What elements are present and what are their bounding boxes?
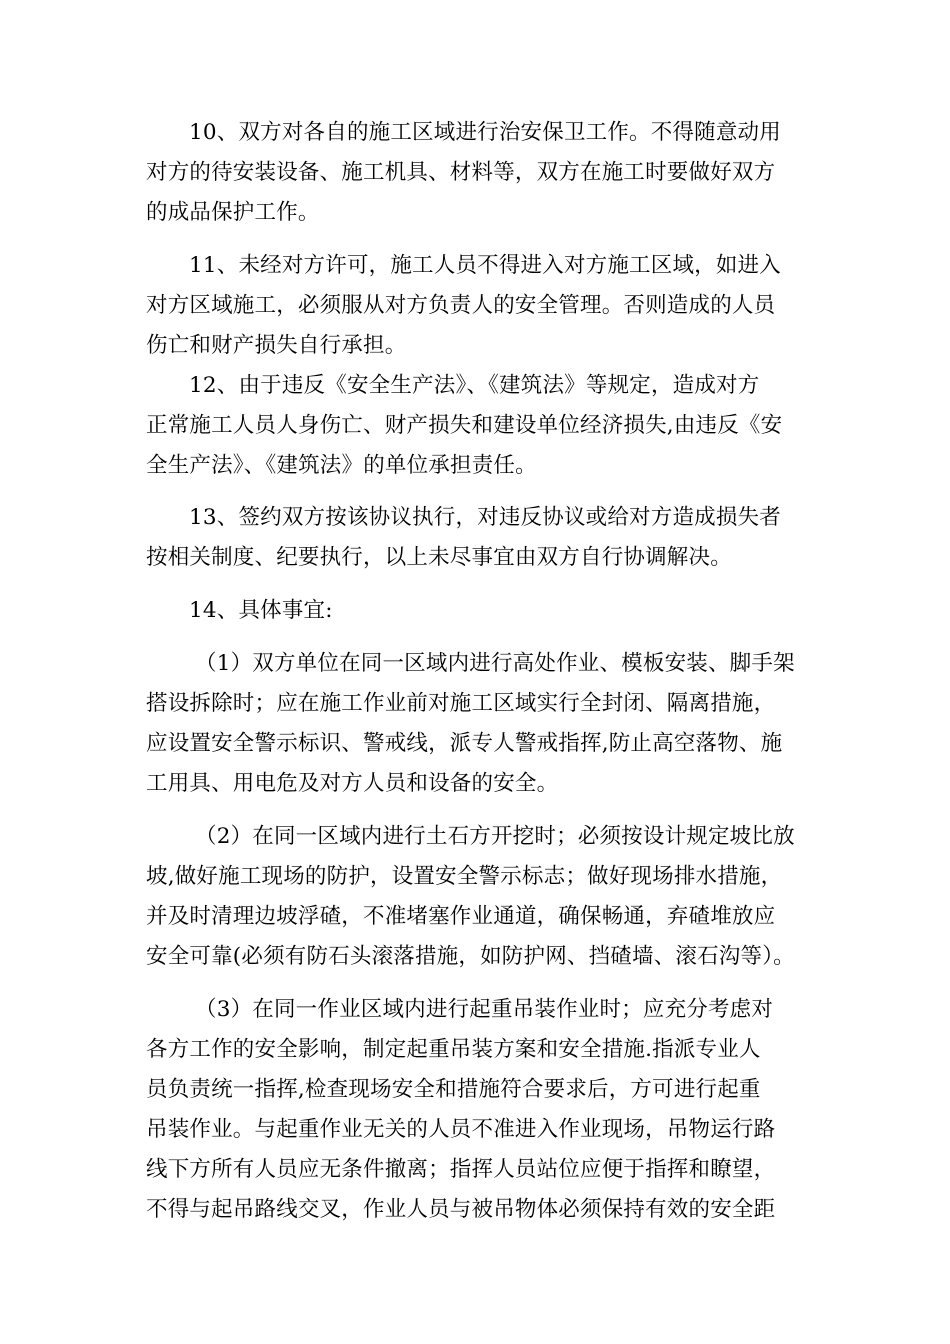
text-line: 线下方所有人员应无条件撤离；指挥人员站位应便于指挥和瞭望， <box>146 1157 776 1182</box>
text-line: 搭设拆除时；应在施工作业前对施工区域实行全封闭、隔离措施， <box>146 691 776 716</box>
text-line: 正常施工人员人身伤亡、财产损失和建设单位经济损失,由违反《安 <box>146 413 783 438</box>
text-line: 全生产法》、《建筑法》的单位承担责任。 <box>146 453 537 478</box>
text-line: 应设置安全警示标识、警戒线，派专人警戒指挥,防止高空落物、施 <box>146 731 783 756</box>
text-line: 对方区域施工，必须服从对方负责人的安全管理。否则造成的人员 <box>146 293 776 318</box>
text-line: 伤亡和财产损失自行承担。 <box>146 333 407 358</box>
text-line: （2）在同一区域内进行土石方开挖时；必须按设计规定坡比放 <box>195 824 795 849</box>
text-line: 按相关制度、纪要执行，以上未尽事宜由双方自行协调解决。 <box>146 545 732 570</box>
text-line: 12、由于违反《安全生产法》、《建筑法》等规定，造成对方 <box>189 373 760 398</box>
text-line: 员负责统一指挥,检查现场安全和措施符合要求后，方可进行起重 <box>146 1077 761 1102</box>
text-line: （3）在同一作业区域内进行起重吊装作业时；应充分考虑对 <box>195 997 774 1022</box>
text-line: 13、签约双方按该协议执行，对违反协议或给对方造成损失者 <box>189 505 781 530</box>
text-line: 吊装作业。与起重作业无关的人员不准进入作业现场，吊物运行路 <box>146 1117 776 1142</box>
text-line: 11、未经对方许可，施工人员不得进入对方施工区域，如进入 <box>189 253 781 278</box>
text-line: （1）双方单位在同一区域内进行高处作业、模板安装、脚手架 <box>195 651 795 676</box>
text-line: 各方工作的安全影响，制定起重吊装方案和安全措施.指派专业人 <box>146 1037 761 1062</box>
text-line: 对方的待安装设备、施工机具、材料等，双方在施工时要做好双方 <box>146 160 776 185</box>
text-line: 坡,做好施工现场的防护，设置安全警示标志；做好现场排水措施， <box>146 864 783 889</box>
text-line: 并及时清理边坡浮碴，不准堵塞作业通道，确保畅通，弃碴堆放应 <box>146 904 776 929</box>
text-line: 不得与起吊路线交叉，作业人员与被吊物体必须保持有效的安全距 <box>146 1197 776 1222</box>
text-line: 10、双方对各自的施工区域进行治安保卫工作。不得随意动用 <box>189 120 781 145</box>
text-line: 的成品保护工作。 <box>146 200 320 225</box>
text-line: 安全可靠(必须有防石头滚落措施，如防护网、挡碴墙、滚石沟等）。 <box>146 944 795 969</box>
text-line: 14、具体事宜: <box>189 598 333 623</box>
text-line: 工用具、用电危及对方人员和设备的安全。 <box>146 771 559 796</box>
